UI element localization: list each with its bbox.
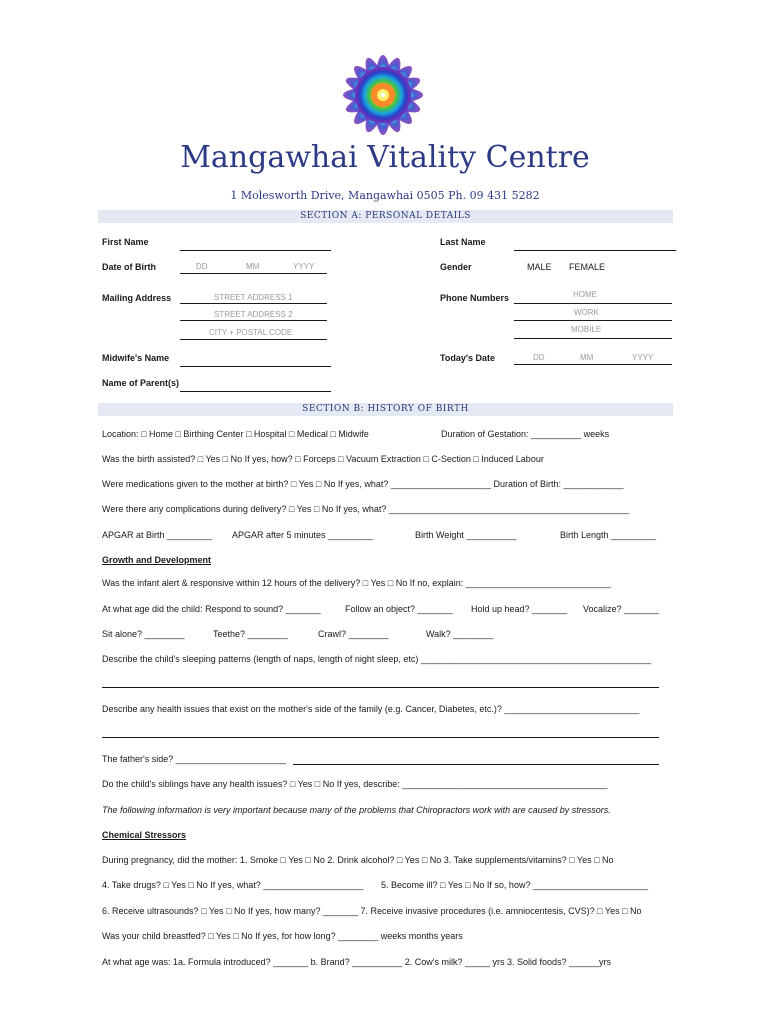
street-address-1-placeholder: STREET ADDRESS 1 (214, 293, 293, 302)
last-name-field[interactable] (514, 236, 676, 251)
mobile-phone-field[interactable] (514, 338, 672, 339)
todays-date-yyyy-placeholder: YYYY (632, 353, 654, 362)
pregnancy-question[interactable]: During pregnancy, did the mother: 1. Smoke □ Yes □ No 2. Drink alcohol? □ Yes □ No 3. Take supplements/vitamins? □ Yes □ No (102, 855, 614, 865)
complications-question[interactable]: Were there any complications during delivery? □ Yes □ No If yes, what? ________________________________________________ (102, 504, 630, 514)
feeding-ages-question[interactable]: At what age was: 1a. Formula introduced? _______ b. Brand? __________ 2. Cow's milk? _____ yrs 3. Solid foods? ______yrs (102, 957, 612, 967)
clinic-address: 1 Molesworth Drive, Mangawhai 0505 Ph. 09 431 5282 (230, 189, 540, 202)
parents-name-label: Name of Parent(s) (102, 378, 180, 388)
birth-weight-field[interactable]: Birth Weight __________ (415, 530, 517, 540)
midwife-name-label: Midwife's Name (102, 353, 170, 363)
mandala-logo-icon (340, 52, 426, 138)
street-address-2-placeholder: STREET ADDRESS 2 (214, 310, 293, 319)
mother-health-question[interactable]: Describe any health issues that exist on the mother's side of the family (e.g. Cancer, Diabetes, etc.)? ___________________________ (102, 704, 640, 714)
mailing-address-label: Mailing Address (102, 293, 172, 303)
walk-field[interactable]: Walk? ________ (426, 629, 494, 639)
medications-question[interactable]: Were medications given to the mother at birth? □ Yes □ No If yes, what? ____________________ Duration of Birth: ____________ (102, 479, 624, 489)
gestation-question[interactable]: Duration of Gestation: __________ weeks (441, 429, 610, 439)
last-name-label: Last Name (440, 237, 486, 247)
growth-development-heading: Growth and Development (102, 555, 212, 565)
birth-length-field[interactable]: Birth Length _________ (560, 530, 657, 540)
parents-name-field[interactable] (180, 377, 331, 392)
mother-health-line[interactable] (102, 737, 659, 738)
age-respond-sound-field[interactable]: At what age did the child: Respond to sound? _______ (102, 604, 321, 614)
crawl-field[interactable]: Crawl? ________ (318, 629, 389, 639)
siblings-health-question[interactable]: Do the child's siblings have any health issues? □ Yes □ No If yes, describe: _________________________________________ (102, 779, 608, 789)
mobile-phone-placeholder: MOBILE (571, 325, 602, 334)
midwife-name-field[interactable] (180, 352, 331, 367)
ultrasounds-question[interactable]: 6. Receive ultrasounds? □ Yes □ No If yes, how many? _______ 7. Receive invasive procedures (i.e. amniocentesis, CVS)? □ Yes □ No (102, 906, 642, 916)
take-drugs-question[interactable]: 4. Take drugs? □ Yes □ No If yes, what? ____________________ (102, 880, 364, 890)
todays-date-label: Today's Date (440, 353, 495, 363)
breastfed-question[interactable]: Was your child breastfed? □ Yes □ No If yes, for how long? ________ weeks months years (102, 931, 463, 941)
sleeping-patterns-question[interactable]: Describe the child's sleeping patterns (length of naps, length of night sleep, etc) ______________________________________________ (102, 654, 652, 664)
dob-yyyy-placeholder: YYYY (293, 262, 315, 271)
work-phone-field[interactable] (514, 320, 672, 321)
first-name-label: First Name (102, 237, 149, 247)
gender-female-option[interactable]: FEMALE (569, 262, 606, 272)
father-side-line[interactable] (293, 764, 659, 765)
dob-dd-placeholder: DD (196, 262, 208, 271)
apgar-birth-field[interactable]: APGAR at Birth _________ (102, 530, 213, 540)
stressors-note: The following information is very important because many of the problems that Chiropractors work with are caused by stressors. (102, 805, 611, 815)
age-hold-head-field[interactable]: Hold up head? _______ (471, 604, 568, 614)
age-vocalize-field[interactable]: Vocalize? _______ (583, 604, 660, 614)
teethe-field[interactable]: Teethe? ________ (213, 629, 288, 639)
sit-alone-field[interactable]: Sit alone? ________ (102, 629, 185, 639)
city-postal-field[interactable] (180, 339, 327, 340)
first-name-field[interactable] (180, 236, 331, 251)
section-a-heading: SECTION A: PERSONAL DETAILS (98, 210, 673, 223)
age-follow-object-field[interactable]: Follow an object? _______ (345, 604, 453, 614)
dob-mm-placeholder: MM (246, 262, 260, 271)
city-postal-placeholder: CITY + POSTAL CODE (209, 328, 293, 337)
chemical-stressors-heading: Chemical Stressors (102, 830, 187, 840)
todays-date-field[interactable] (514, 364, 672, 365)
become-ill-question[interactable]: 5. Become ill? □ Yes □ No If so, how? _______________________ (381, 880, 649, 890)
street-address-2-field[interactable] (180, 320, 327, 321)
street-address-1-field[interactable] (180, 303, 327, 304)
work-phone-placeholder: WORK (574, 308, 599, 317)
father-side-question[interactable]: The father's side? ______________________ (102, 754, 286, 764)
birth-assisted-question[interactable]: Was the birth assisted? □ Yes □ No If yes, how? □ Forceps □ Vacuum Extraction □ C-Section □ Induced Labour (102, 454, 544, 464)
phone-numbers-label: Phone Numbers (440, 293, 510, 303)
gender-male-option[interactable]: MALE (527, 262, 552, 272)
apgar-5min-field[interactable]: APGAR after 5 minutes _________ (232, 530, 374, 540)
dob-label: Date of Birth (102, 262, 156, 272)
birth-location-question[interactable]: Location: □ Home □ Birthing Center □ Hospital □ Medical □ Midwife (102, 429, 369, 439)
home-phone-field[interactable] (514, 303, 672, 304)
sleeping-patterns-line[interactable] (102, 687, 659, 688)
dob-field[interactable] (180, 273, 327, 274)
section-b-heading: SECTION B: HISTORY OF BIRTH (98, 403, 673, 416)
home-phone-placeholder: HOME (573, 290, 597, 299)
gender-label: Gender (440, 262, 472, 272)
todays-date-mm-placeholder: MM (580, 353, 594, 362)
infant-alert-question[interactable]: Was the infant alert & responsive within 12 hours of the delivery? □ Yes □ No If no, explain: _____________________________ (102, 578, 611, 588)
page-title: Mangawhai Vitality Centre (180, 140, 590, 175)
todays-date-dd-placeholder: DD (533, 353, 545, 362)
